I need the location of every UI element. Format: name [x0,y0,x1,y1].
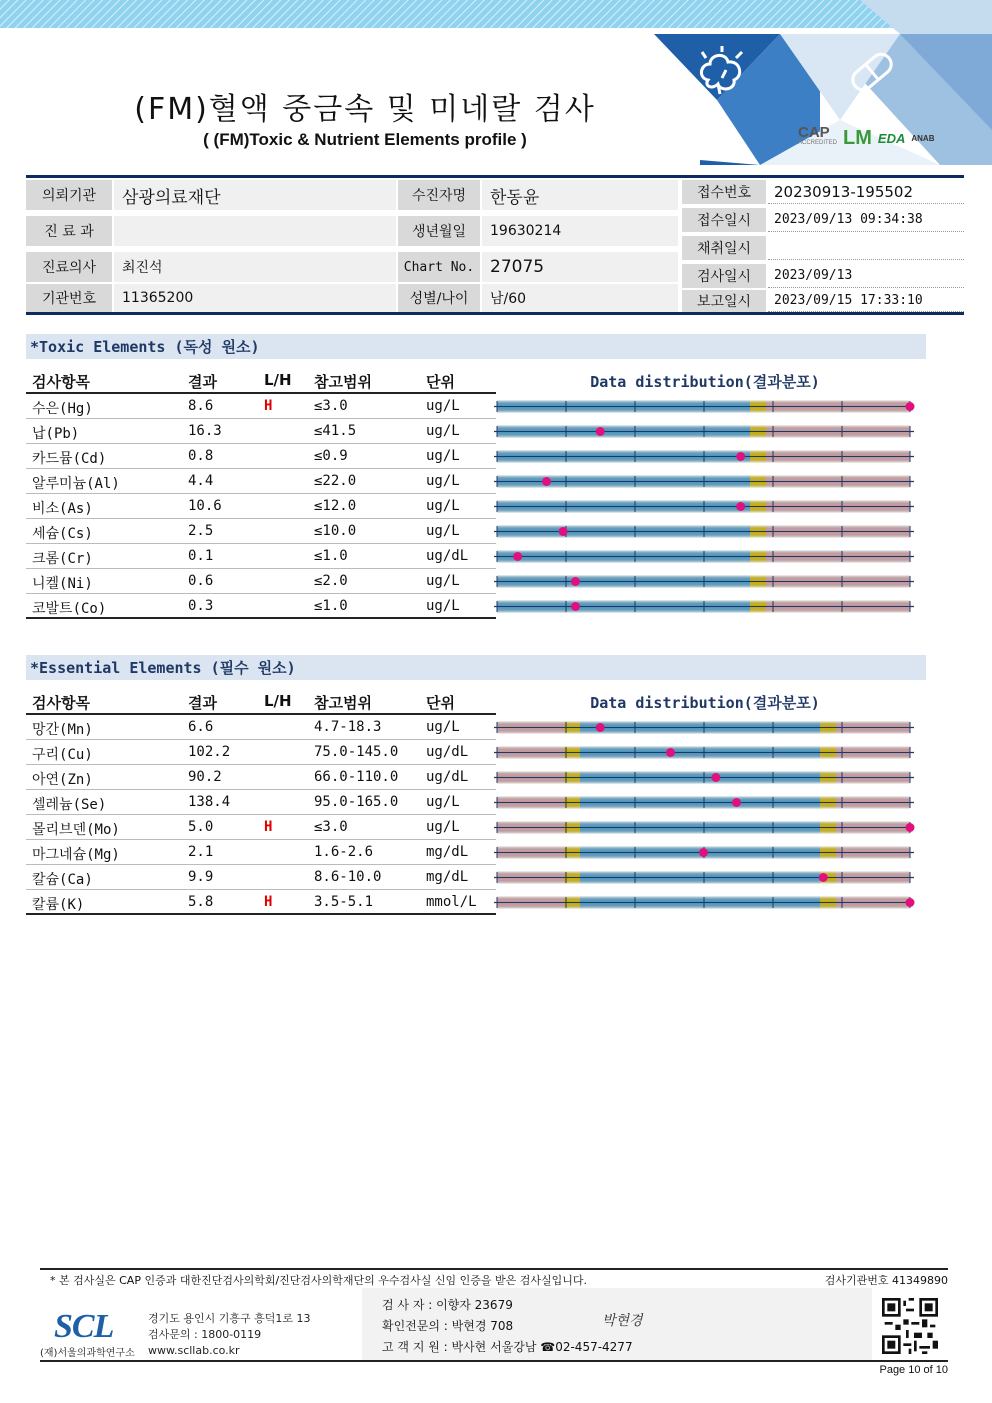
reference-range: 75.0-145.0 [314,744,399,760]
col-ref: 참고범위 [314,373,372,391]
sexage-label: 성별/나이 [398,284,480,312]
cap-logo: CAP ACCREDITED [798,124,838,146]
org-name: (재)서울의과학연구소 [40,1348,135,1359]
reference-range: ≤41.5 [314,423,357,439]
hl-flag: H [264,398,273,414]
test-dt-label: 검사일시 [682,264,766,288]
essential-dist-title: Data distribution(결과분포) [590,694,820,712]
result-value: 16.3 [188,423,222,439]
element-name: 크롬(Cr) [32,551,93,567]
collect-value [768,236,964,260]
unit: ug/L [426,819,460,835]
recv-dt-label: 접수일시 [682,208,766,232]
table-row [26,715,496,740]
phone: 검사문의 : 1800-0119 [148,1328,262,1341]
element-name: 납(Pb) [32,426,80,442]
reference-range: ≤22.0 [314,473,357,489]
eda-logo: EDA [877,130,906,146]
reviewer: 확인전문의 : 박현경 708 [382,1319,514,1333]
reference-range: ≤2.0 [314,573,348,589]
element-name: 알루미늄(Al) [32,476,120,492]
distribution-bar [492,890,916,915]
result-marker [571,577,580,586]
essential-section-title: *Essential Elements (필수 원소) [26,655,926,680]
distribution-bar [492,840,916,865]
table-row [26,815,496,840]
element-name: 코발트(Co) [32,601,107,617]
unit: mg/dL [426,869,469,885]
result-marker [666,748,675,757]
sexage-value: 남/60 [482,284,678,312]
result-value: 0.1 [188,548,214,564]
unit: ug/L [426,598,460,614]
result-value: 9.9 [188,869,214,885]
reference-range: ≤10.0 [314,523,357,539]
dept-label: 진 료 과 [26,216,112,246]
reference-range: 4.7-18.3 [314,719,382,735]
recv-dt-value: 2023/09/13 09:34:38 [768,208,964,232]
toxic-dist-title: Data distribution(결과분포) [590,373,820,391]
result-marker [906,402,915,411]
page-title: (FM)혈액 중금속 및 미네랄 검사 [134,92,596,127]
page-subtitle: ( (FM)Toxic & Nutrient Elements profile ) [203,130,527,149]
tester: 검 사 자 : 이향자 23679 [382,1298,513,1312]
dob-value: 19630214 [482,216,678,246]
unit: ug/L [426,498,460,514]
distribution-bar [492,444,916,469]
result-marker [736,452,745,461]
result-value: 2.1 [188,844,214,860]
distribution-bar [492,569,916,594]
element-name: 칼슘(Ca) [32,872,93,888]
page-number: Page 10 of 10 [879,1364,948,1376]
distribution-bar [492,519,916,544]
result-value: 8.6 [188,398,214,414]
element-name: 비소(As) [32,501,93,517]
result-marker [571,602,580,611]
inst-no-value: 11365200 [114,284,396,312]
unit: ug/L [426,719,460,735]
reference-range: 66.0-110.0 [314,769,399,785]
distribution-bar [492,865,916,890]
result-marker [906,823,915,832]
result-marker [596,723,605,732]
element-name: 세슘(Cs) [32,526,93,542]
footer-note: * 본 검사실은 CAP 인증과 대한진단검사의학회/진단검사의학재단의 우수검사실 신임 인증을 받은 검사실입니다. [50,1274,588,1287]
doctor-value: 최진석 [114,252,396,282]
element-name: 마그네슘(Mg) [32,847,120,863]
element-name: 수은(Hg) [32,401,93,417]
result-value: 5.8 [188,894,214,910]
reference-range: ≤12.0 [314,498,357,514]
unit: mmol/L [426,894,477,910]
unit: ug/L [426,523,460,539]
distribution-bar [492,419,916,444]
reference-range: 1.6-2.6 [314,844,374,860]
distribution-bar [492,715,916,740]
patient-info [26,175,964,315]
col-flag: L/H [264,371,292,389]
chart-label: Chart No. [398,252,480,282]
report-dt-value: 2023/09/15 17:33:10 [768,290,964,312]
reference-range: ≤3.0 [314,819,348,835]
element-name: 니켈(Ni) [32,576,93,592]
table-row [26,469,496,494]
result-value: 4.4 [188,473,214,489]
distribution-bar [492,740,916,765]
col-result: 결과 [188,694,217,712]
unit: ug/L [426,423,460,439]
report-dt-label: 보고일시 [682,290,766,312]
distribution-bar [492,765,916,790]
name-label: 수진자명 [398,180,480,210]
distribution-bar [492,394,916,419]
recv-no-value: 20230913-195502 [768,180,964,204]
website[interactable]: www.scllab.co.kr [148,1344,240,1357]
table-row [26,790,496,815]
result-marker [542,477,551,486]
unit: ug/L [426,448,460,464]
dept-value [114,216,396,246]
qr-code [882,1298,938,1354]
name-value: 한동윤 [482,180,678,210]
table-row [26,494,496,519]
unit: mg/dL [426,844,469,860]
toxic-table-header [26,368,496,394]
result-value: 10.6 [188,498,222,514]
distribution-bar [492,469,916,494]
accreditation-logos [798,122,968,154]
result-value: 0.8 [188,448,214,464]
test-dt-value: 2023/09/13 [768,264,964,288]
collect-label: 채취일시 [682,236,766,260]
table-row [26,840,496,865]
result-marker [732,798,741,807]
element-name: 셀레늄(Se) [32,797,107,813]
result-value: 138.4 [188,794,231,810]
col-name: 검사항목 [32,694,90,712]
unit: ug/dL [426,548,469,564]
distribution-bar [492,815,916,840]
scl-logo: SCL [54,1308,114,1345]
result-marker [819,873,828,882]
col-result: 결과 [188,373,217,391]
reference-range: ≤3.0 [314,398,348,414]
distribution-bar [492,544,916,569]
table-row [26,519,496,544]
table-row [26,544,496,569]
reference-range: ≤1.0 [314,598,348,614]
element-name: 칼륨(K) [32,897,85,913]
element-name: 아연(Zn) [32,772,93,788]
result-marker [736,502,745,511]
footer-divider [40,1268,948,1270]
col-ref: 참고범위 [314,694,372,712]
staff-panel [362,1288,872,1360]
result-marker [711,773,720,782]
reference-range: 3.5-5.1 [314,894,374,910]
result-marker [513,552,522,561]
footer-box [40,1288,948,1362]
lm-logo: LM [843,126,872,149]
unit: ug/dL [426,744,469,760]
result-value: 5.0 [188,819,214,835]
col-unit: 단위 [426,373,455,391]
table-row [26,419,496,444]
result-marker [559,527,568,536]
element-name: 구리(Cu) [32,747,93,763]
reference-range: 95.0-165.0 [314,794,399,810]
element-name: 카드뮴(Cd) [32,451,107,467]
result-marker [699,848,708,857]
result-value: 6.6 [188,719,214,735]
reference-range: ≤1.0 [314,548,348,564]
element-name: 몰리브덴(Mo) [32,822,120,838]
distribution-bar [492,790,916,815]
result-value: 0.6 [188,573,214,589]
signature: 박현경 [602,1313,643,1329]
result-value: 102.2 [188,744,231,760]
chart-value: 27075 [482,252,678,282]
hl-flag: H [264,819,273,835]
institution-value: 삼광의료재단 [114,180,396,210]
unit: ug/L [426,573,460,589]
support: 고 객 지 원 : 박사현 서울강남 ☎02-457-4277 [382,1340,633,1354]
table-row [26,569,496,594]
table-row [26,865,496,890]
table-row [26,740,496,765]
recv-no-label: 접수번호 [682,180,766,204]
result-value: 2.5 [188,523,214,539]
hl-flag: H [264,894,273,910]
toxic-section-title: *Toxic Elements (독성 원소) [26,334,926,359]
essential-table-header [26,689,496,715]
unit: ug/dL [426,769,469,785]
col-unit: 단위 [426,694,455,712]
reference-range: 8.6-10.0 [314,869,382,885]
reference-range: ≤0.9 [314,448,348,464]
dob-label: 생년월일 [398,216,480,246]
anab-logo: ANAB [911,133,935,143]
col-flag: L/H [264,692,292,710]
element-name: 망간(Mn) [32,722,93,738]
doctor-label: 진료의사 [26,252,112,282]
unit: ug/L [426,398,460,414]
result-value: 90.2 [188,769,222,785]
col-name: 검사항목 [32,373,90,391]
distribution-bar [492,494,916,519]
table-row [26,394,496,419]
address: 경기도 용인시 기흥구 흥덕1로 13 [148,1312,311,1325]
result-value: 0.3 [188,598,214,614]
result-marker [596,427,605,436]
unit: ug/L [426,473,460,489]
unit: ug/L [426,794,460,810]
table-row [26,444,496,469]
table-row [26,765,496,790]
result-marker [906,898,915,907]
lab-code: 검사기관번호 41349890 [824,1274,948,1287]
table-row [26,890,496,915]
distribution-bar [492,594,916,619]
institution-label: 의뢰기관 [26,180,112,210]
inst-no-label: 기관번호 [26,284,112,312]
table-row [26,594,496,619]
